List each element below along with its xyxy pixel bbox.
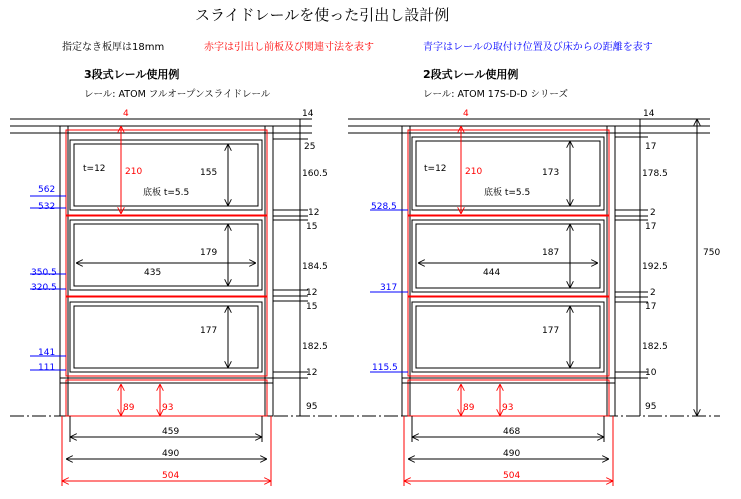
left-dim-15b: 15 xyxy=(306,302,318,312)
left-red-93: 93 xyxy=(162,403,174,413)
left-width-490: 490 xyxy=(162,449,180,459)
right-bottom-board-label: 底板 t=5.5 xyxy=(484,188,531,198)
left-labels xyxy=(31,109,328,481)
left-dim-12b: 12 xyxy=(306,288,318,298)
left-dim-12a: 12 xyxy=(308,208,320,218)
right-top-board-label: 14 xyxy=(643,109,655,119)
left-inner-width: 435 xyxy=(144,268,162,278)
left-red-89: 89 xyxy=(123,403,135,413)
left-dim-12c: 12 xyxy=(306,368,318,378)
right-total-750: 750 xyxy=(703,248,721,258)
right-labels xyxy=(371,109,720,481)
left-t12-label: t=12 xyxy=(83,164,106,174)
right-top-gap-label: 4 xyxy=(463,109,469,119)
left-dim-15a: 15 xyxy=(306,222,318,232)
right-front-210-label: 210 xyxy=(465,167,483,177)
left-top-gap-label: 4 xyxy=(123,109,129,119)
left-dim-160: 160.5 xyxy=(302,169,328,179)
right-dim-10: 10 xyxy=(645,368,657,378)
left-inner-height-2: 179 xyxy=(200,248,218,258)
blue-legend-note: 青字はレールの取付け位置及び床からの距離を表す xyxy=(423,42,653,53)
left-rail-532: 532 xyxy=(38,202,56,212)
right-dim-2a: 2 xyxy=(650,208,656,218)
right-dim-192: 192.5 xyxy=(642,262,668,272)
left-rail-111: 111 xyxy=(38,363,56,373)
left-rail-350: 350.5 xyxy=(31,268,57,278)
red-legend-note: 赤字は引出し前板及び関連寸法を表す xyxy=(204,42,374,53)
left-front-210-label: 210 xyxy=(125,167,143,177)
top-board-lines xyxy=(10,119,710,133)
right-inner-height-2: 187 xyxy=(542,248,560,258)
left-rail-label: レール: ATOM フルオープンスライドレール xyxy=(84,89,271,100)
left-top-board-label: 14 xyxy=(302,109,314,119)
right-inner-height-3: 177 xyxy=(542,326,560,336)
right-width-504: 504 xyxy=(503,471,521,481)
left-rail-562: 562 xyxy=(38,185,56,195)
left-bottom-board-label: 底板 t=5.5 xyxy=(143,188,190,198)
right-width-468: 468 xyxy=(503,427,521,437)
right-inner-width: 444 xyxy=(483,268,501,278)
right-dim-182: 182.5 xyxy=(642,342,668,352)
left-heading: 3段式レール使用例 xyxy=(84,68,180,81)
left-dim-182: 182.5 xyxy=(302,342,328,352)
left-dim-95: 95 xyxy=(306,402,318,412)
left-dim-184: 184.5 xyxy=(302,262,328,272)
left-dim-25: 25 xyxy=(304,142,316,152)
right-dim-17c: 17 xyxy=(645,302,657,312)
right-rail-317: 317 xyxy=(380,283,398,293)
right-red-93: 93 xyxy=(502,403,514,413)
left-width-504: 504 xyxy=(162,471,180,481)
right-dim-17a: 17 xyxy=(645,142,657,152)
right-red-89: 89 xyxy=(463,403,475,413)
left-inner-height-1: 155 xyxy=(200,168,218,178)
board-thickness-note: 指定なき板厚は18mm xyxy=(62,42,165,53)
right-dim-178: 178.5 xyxy=(642,169,668,179)
right-dim-2b: 2 xyxy=(650,288,656,298)
right-rail-label: レール: ATOM 17S-D-D シリーズ xyxy=(423,89,568,100)
page-title: スライドレールを使った引出し設計例 xyxy=(195,6,450,24)
left-rail-141: 141 xyxy=(38,348,56,358)
left-rail-320: 320.5 xyxy=(31,283,57,293)
right-width-490: 490 xyxy=(503,449,521,459)
right-rail-528: 528.5 xyxy=(371,202,397,212)
left-inner-height-3: 177 xyxy=(200,326,218,336)
right-dim-17b: 17 xyxy=(645,222,657,232)
right-heading: 2段式レール使用例 xyxy=(423,68,519,81)
right-inner-height-1: 173 xyxy=(542,168,560,178)
left-width-459: 459 xyxy=(162,427,180,437)
right-t12-label: t=12 xyxy=(424,164,447,174)
right-dim-95: 95 xyxy=(645,402,657,412)
right-rail-115: 115.5 xyxy=(372,363,398,373)
